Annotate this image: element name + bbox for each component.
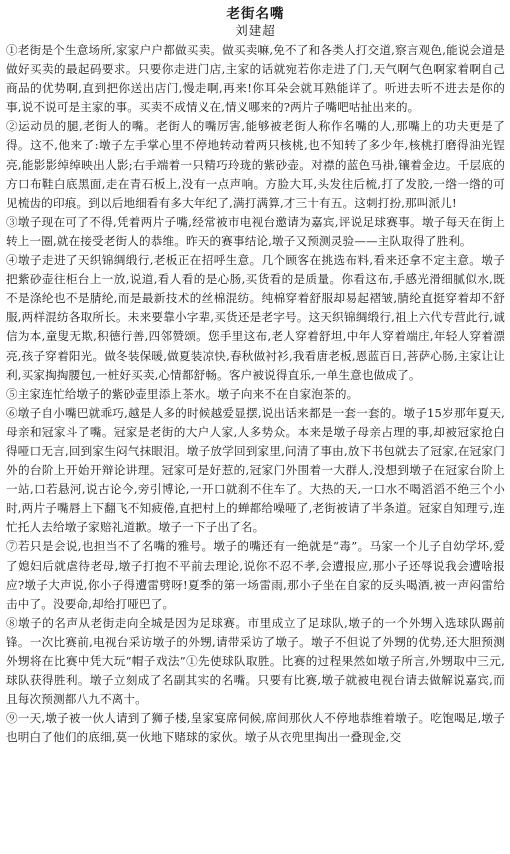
paragraph-2: ②运动员的腿,老街人的嘴。老街人的嘴厉害,能够被老街人称作名嘴的人,那嘴上的功夫更是了得。这不,他来了:墩子左手掌心里不停地转动着两只核桃,也不知转了多少年,核桃打磨得油光锃亮,能影影绰绰映出人影;右手端着一只精巧玲珑的紫砂壶。对襟的蓝色马褂,镶着金边。千层底的方口布鞋白底黑面,走在青石板上,没有一点声响。方脸大耳,头发往后梳,打了发胶,一绺一绺的可见梳齿的印痕。到以后地细看有多大年纪了,满打满算,才三十有五。这刺打扮,那叫派儿! xyxy=(6,119,505,210)
article-title: 老街名嘴 xyxy=(226,6,285,22)
paragraph-3: ③墩子现在可了不得,凭着两片子嘴,经常被市电视台邀请为嘉宾,评说足球赛事。墩子每天在街上转上一圈,就在接受老街人的恭维。昨天的赛事结论,墩子又预测灵验——主队取得了胜利。 xyxy=(6,214,505,248)
article-author: 刘建超 xyxy=(235,23,276,38)
paragraph-1: ①老街是个生意场所,家家户户都做买卖。做买卖嘛,免不了和各类人打交道,察言观色,能说会道是做好买卖的最起码要求。只要你走进门店,主家的话就宛若你走进了门,天气啊气色啊家着啊自己商品的优势啊,直到把你送出店门,慢走啊,再来!你耳朵会就耳熟能详了。听进去听不进去是你的事,说不说可是主家的事。买卖不成情义在,情义哪来的?两片子嘴吧咕扯出来的。 xyxy=(6,43,505,115)
paragraph-8: ⑧墩子的名声从老街走向全城是因为足球赛。市里成立了足球队,墩子的一个外甥入选球队踢前锋。一次比赛前,电视台采访墩子的外甥,请带采访了墩子。墩子不但说了外甥的优势,还大胆预测外甥将在比赛中凭大玩“帽子戏法”①先使球队取胜。比赛的过程果然如墩子所言,外甥取中三元,球队获得胜利。墩子立刻成了名副其实的名嘴。只要有比赛,墩子就被电视台请去做解说嘉宾,而且每次预测都八九不离十。 xyxy=(6,615,505,707)
paragraph-6: ⑥墩子自小嘴巴就乖巧,越是人多的时候越爱显摆,说出话来都是一套一套的。墩子15岁那年夏天,母亲和冠家斗了嘴。冠家是老街的大户人家,人多势众。本来是墩子母亲占理的事,却被冠家抢白得哑口无言,回到家生闷气抹眼泪。墩子放学回到家里,问清了事由,放下书包就去了冠家,在冠家门外的台阶上开始开辩论讲理。冠家可是好惹的,冠家门外围着一大群人,没想到墩子在冠家台阶上一站,口若悬河,说古论今,旁引博论,一开口就刹不住车了。大热的天,一口水不喝滔滔不绝三个小时,两片子嘴唇上下翻飞不知疲倦,直把村上的蝉都给噪哑了,老街被请了半条道。冠家自知理亏,连忙托人去给墩子家赔礼道歉。墩子一下子出了名。 xyxy=(6,405,505,535)
paragraph-4: ④墩子走进了天织锦绸缎行,老板正在招呼生意。几个顾客在挑选布料,看来还拿不定主意。墩子把紫砂壶往柜台上一放,说道,看人看的是心肠,买货看的是质量。你看这布,手感光滑细腻似水,既不是涤纶也不是腈纶,而是最新技术的丝棉混纺。纯棉穿着舒服却易起褶皱,腈纶直挺穿着却不舒服,两样混纺各取所长。未来要靠小字辈,买货还是老字号。这天织锦绸缎行,祖上六代专营此行,诚信为本,童叟无欺,积德行善,四邻赞颂。您手里这布,老人穿着舒坦,中年人穿着端庄,年轻人穿着漂亮,孩子穿着阳光。做冬装保暖,做夏装凉快,春秋做衬衫,我看唐老板,恩蓝百日,菩萨心肠,主家让让利,买家掏掏腰包,一桩好买卖,心情都舒畅。客户被说得直乐,一单生意也做成了。 xyxy=(6,253,505,382)
paragraph-9: ⑨一天,墩子被一伙人请到了狮子楼,皇家宴席伺候,席间那伙人不停地恭维着墩子。吃饱喝足,墩子也明白了他们的底细,莫一伙地下赌球的家伙。墩子从衣兜里掏出一叠现金,交 xyxy=(6,711,505,745)
paragraph-7: ⑦若只是会说,也担当不了名嘴的雅号。墩子的嘴还有一绝就是“毒”。马家一个儿子自幼学坏,爱了媳妇后就虐待老母,墩子打抱不平前去理论,说你不忍不孝,会遭报应,那小子还辱说我会遭啥报应?墩子大声说,你小子得遭雷劈呀!夏季的第一场雷雨,那小子坐在自家的反头喝酒,被一声闷雷给击中了。没要命,却给打哑巴了。 xyxy=(6,539,505,611)
paragraph-5: ⑤主家连忙给墩子的紫砂壶里添上茶水。墩子向来不在自家泡茶的。 xyxy=(6,386,359,401)
